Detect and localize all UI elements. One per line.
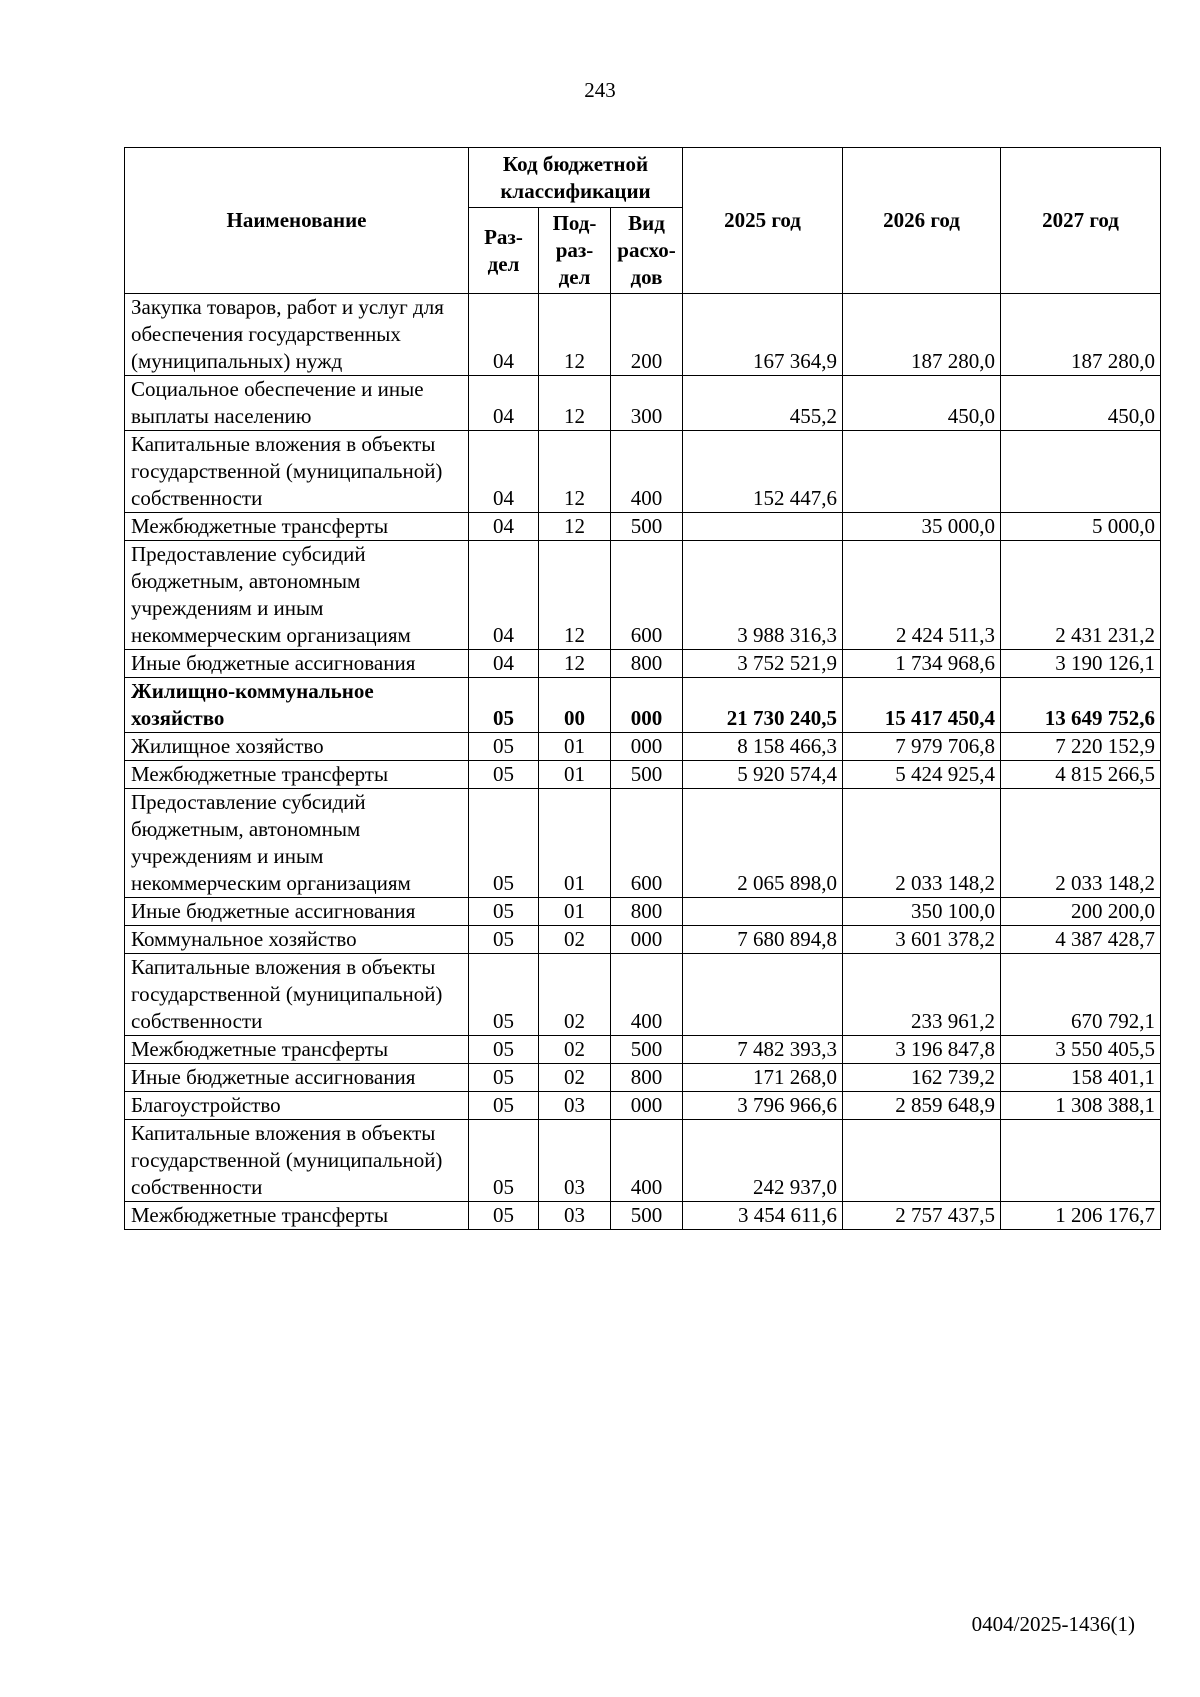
cell-y2027: 670 792,1 [1001, 954, 1161, 1036]
cell-y2025: 5 920 574,4 [683, 761, 843, 789]
header-2025: 2025 год [683, 148, 843, 294]
cell-y2027: 7 220 152,9 [1001, 733, 1161, 761]
cell-vid: 800 [611, 1064, 683, 1092]
table-row [125, 761, 1161, 789]
document-number: 0404/2025-1436(1) [971, 1612, 1135, 1636]
cell-vid: 800 [611, 650, 683, 678]
table-row [125, 898, 1161, 926]
cell-y2025: 21 730 240,5 [683, 678, 843, 733]
cell-razdel: 05 [469, 733, 539, 761]
cell-name: Иные бюджетные ассигнования [125, 1064, 469, 1092]
cell-y2026: 3 601 378,2 [843, 926, 1001, 954]
table-body [125, 294, 1161, 1230]
table-row [125, 1092, 1161, 1120]
cell-vid: 400 [611, 431, 683, 513]
cell-y2027 [1001, 1120, 1161, 1202]
cell-y2026: 3 196 847,8 [843, 1036, 1001, 1064]
table-row [125, 926, 1161, 954]
cell-y2026: 1 734 968,6 [843, 650, 1001, 678]
cell-y2027: 2 431 231,2 [1001, 541, 1161, 650]
cell-podrazdel: 02 [539, 1036, 611, 1064]
cell-razdel: 04 [469, 513, 539, 541]
cell-y2026 [843, 431, 1001, 513]
cell-name: Жилищно-коммунальное хозяйство [125, 678, 469, 733]
cell-y2027: 200 200,0 [1001, 898, 1161, 926]
cell-podrazdel: 01 [539, 733, 611, 761]
cell-y2027: 450,0 [1001, 376, 1161, 431]
cell-y2025: 7 680 894,8 [683, 926, 843, 954]
cell-y2025: 2 065 898,0 [683, 789, 843, 898]
cell-vid: 600 [611, 789, 683, 898]
cell-vid: 000 [611, 733, 683, 761]
cell-vid: 000 [611, 926, 683, 954]
table-row [125, 1064, 1161, 1092]
cell-y2026: 35 000,0 [843, 513, 1001, 541]
cell-vid: 200 [611, 294, 683, 376]
cell-razdel: 04 [469, 376, 539, 431]
cell-name: Закупка товаров, работ и услуг для обеспечения государственных (муниципальных) нужд [125, 294, 469, 376]
cell-y2025: 3 454 611,6 [683, 1202, 843, 1230]
cell-y2027: 4 387 428,7 [1001, 926, 1161, 954]
cell-y2026 [843, 1120, 1001, 1202]
table-row [125, 954, 1161, 1036]
cell-vid: 500 [611, 513, 683, 541]
cell-y2026: 2 424 511,3 [843, 541, 1001, 650]
table-row [125, 294, 1161, 376]
cell-razdel: 05 [469, 1036, 539, 1064]
cell-y2027: 5 000,0 [1001, 513, 1161, 541]
cell-y2026: 2 757 437,5 [843, 1202, 1001, 1230]
cell-y2025 [683, 898, 843, 926]
table-row [125, 541, 1161, 650]
table-row [125, 376, 1161, 431]
header-razdel: Раз- дел [469, 208, 539, 294]
cell-razdel: 05 [469, 926, 539, 954]
cell-vid: 000 [611, 678, 683, 733]
cell-y2027: 4 815 266,5 [1001, 761, 1161, 789]
budget-table [124, 147, 1161, 1230]
cell-name: Иные бюджетные ассигнования [125, 898, 469, 926]
header-2027: 2027 год [1001, 148, 1161, 294]
cell-vid: 300 [611, 376, 683, 431]
cell-y2025 [683, 954, 843, 1036]
table-row [125, 789, 1161, 898]
cell-name: Межбюджетные трансферты [125, 761, 469, 789]
cell-vid: 500 [611, 761, 683, 789]
header-2026: 2026 год [843, 148, 1001, 294]
cell-y2026: 350 100,0 [843, 898, 1001, 926]
cell-y2025: 152 447,6 [683, 431, 843, 513]
header-podrazdel: Под- раз- дел [539, 208, 611, 294]
cell-y2027: 1 308 388,1 [1001, 1092, 1161, 1120]
cell-y2025: 8 158 466,3 [683, 733, 843, 761]
cell-y2025: 455,2 [683, 376, 843, 431]
cell-podrazdel: 03 [539, 1202, 611, 1230]
cell-name: Капитальные вложения в объекты государственной (муниципальной) собственности [125, 1120, 469, 1202]
table-row [125, 513, 1161, 541]
header-vid: Вид расхо- дов [611, 208, 683, 294]
cell-vid: 400 [611, 1120, 683, 1202]
cell-podrazdel: 01 [539, 898, 611, 926]
table-row [125, 678, 1161, 733]
cell-y2027: 3 190 126,1 [1001, 650, 1161, 678]
table-row [125, 733, 1161, 761]
cell-y2026: 233 961,2 [843, 954, 1001, 1036]
cell-razdel: 05 [469, 1064, 539, 1092]
cell-name: Межбюджетные трансферты [125, 1202, 469, 1230]
cell-y2026: 187 280,0 [843, 294, 1001, 376]
cell-podrazdel: 12 [539, 541, 611, 650]
cell-vid: 800 [611, 898, 683, 926]
cell-y2025: 3 988 316,3 [683, 541, 843, 650]
cell-razdel: 05 [469, 761, 539, 789]
cell-y2027: 187 280,0 [1001, 294, 1161, 376]
cell-name: Социальное обеспечение и иные выплаты населению [125, 376, 469, 431]
cell-podrazdel: 02 [539, 1064, 611, 1092]
cell-y2027: 2 033 148,2 [1001, 789, 1161, 898]
cell-razdel: 04 [469, 541, 539, 650]
cell-y2026: 7 979 706,8 [843, 733, 1001, 761]
table-row [125, 650, 1161, 678]
cell-name: Предоставление субсидий бюджетным, автономным учреждениям и иным некоммерческим организациям [125, 541, 469, 650]
cell-vid: 500 [611, 1202, 683, 1230]
cell-podrazdel: 12 [539, 294, 611, 376]
cell-razdel: 05 [469, 1120, 539, 1202]
cell-vid: 400 [611, 954, 683, 1036]
cell-podrazdel: 01 [539, 789, 611, 898]
cell-vid: 000 [611, 1092, 683, 1120]
cell-name: Предоставление субсидий бюджетным, автономным учреждениям и иным некоммерческим организациям [125, 789, 469, 898]
cell-razdel: 05 [469, 678, 539, 733]
cell-y2026: 162 739,2 [843, 1064, 1001, 1092]
table-row [125, 1202, 1161, 1230]
cell-y2025 [683, 513, 843, 541]
cell-y2026: 5 424 925,4 [843, 761, 1001, 789]
cell-name: Жилищное хозяйство [125, 733, 469, 761]
cell-razdel: 05 [469, 1092, 539, 1120]
cell-razdel: 04 [469, 294, 539, 376]
cell-y2026: 2 033 148,2 [843, 789, 1001, 898]
cell-y2025: 3 796 966,6 [683, 1092, 843, 1120]
cell-name: Межбюджетные трансферты [125, 513, 469, 541]
cell-podrazdel: 01 [539, 761, 611, 789]
cell-name: Благоустройство [125, 1092, 469, 1120]
cell-razdel: 05 [469, 1202, 539, 1230]
cell-y2026: 450,0 [843, 376, 1001, 431]
cell-name: Межбюджетные трансферты [125, 1036, 469, 1064]
cell-name: Капитальные вложения в объекты государственной (муниципальной) собственности [125, 954, 469, 1036]
cell-razdel: 04 [469, 650, 539, 678]
cell-y2025: 242 937,0 [683, 1120, 843, 1202]
cell-podrazdel: 12 [539, 650, 611, 678]
cell-name: Коммунальное хозяйство [125, 926, 469, 954]
cell-name: Иные бюджетные ассигнования [125, 650, 469, 678]
cell-razdel: 05 [469, 954, 539, 1036]
cell-y2027: 3 550 405,5 [1001, 1036, 1161, 1064]
cell-podrazdel: 00 [539, 678, 611, 733]
header-code-group: Код бюджетной классификации [469, 148, 683, 208]
cell-podrazdel: 12 [539, 513, 611, 541]
cell-vid: 600 [611, 541, 683, 650]
cell-razdel: 04 [469, 431, 539, 513]
cell-y2025: 3 752 521,9 [683, 650, 843, 678]
cell-podrazdel: 03 [539, 1120, 611, 1202]
cell-vid: 500 [611, 1036, 683, 1064]
cell-razdel: 05 [469, 898, 539, 926]
cell-podrazdel: 12 [539, 431, 611, 513]
cell-podrazdel: 03 [539, 1092, 611, 1120]
cell-y2027 [1001, 431, 1161, 513]
cell-podrazdel: 12 [539, 376, 611, 431]
cell-y2027: 158 401,1 [1001, 1064, 1161, 1092]
cell-y2026: 15 417 450,4 [843, 678, 1001, 733]
cell-y2025: 7 482 393,3 [683, 1036, 843, 1064]
cell-y2027: 13 649 752,6 [1001, 678, 1161, 733]
cell-razdel: 05 [469, 789, 539, 898]
header-name: Наименование [125, 148, 469, 294]
cell-name: Капитальные вложения в объекты государственной (муниципальной) собственности [125, 431, 469, 513]
cell-y2026: 2 859 648,9 [843, 1092, 1001, 1120]
table-row [125, 431, 1161, 513]
cell-podrazdel: 02 [539, 954, 611, 1036]
table-header [125, 148, 1161, 294]
cell-podrazdel: 02 [539, 926, 611, 954]
page-number: 243 [584, 78, 616, 102]
cell-y2027: 1 206 176,7 [1001, 1202, 1161, 1230]
cell-y2025: 167 364,9 [683, 294, 843, 376]
table-row [125, 1120, 1161, 1202]
table-row [125, 1036, 1161, 1064]
cell-y2025: 171 268,0 [683, 1064, 843, 1092]
